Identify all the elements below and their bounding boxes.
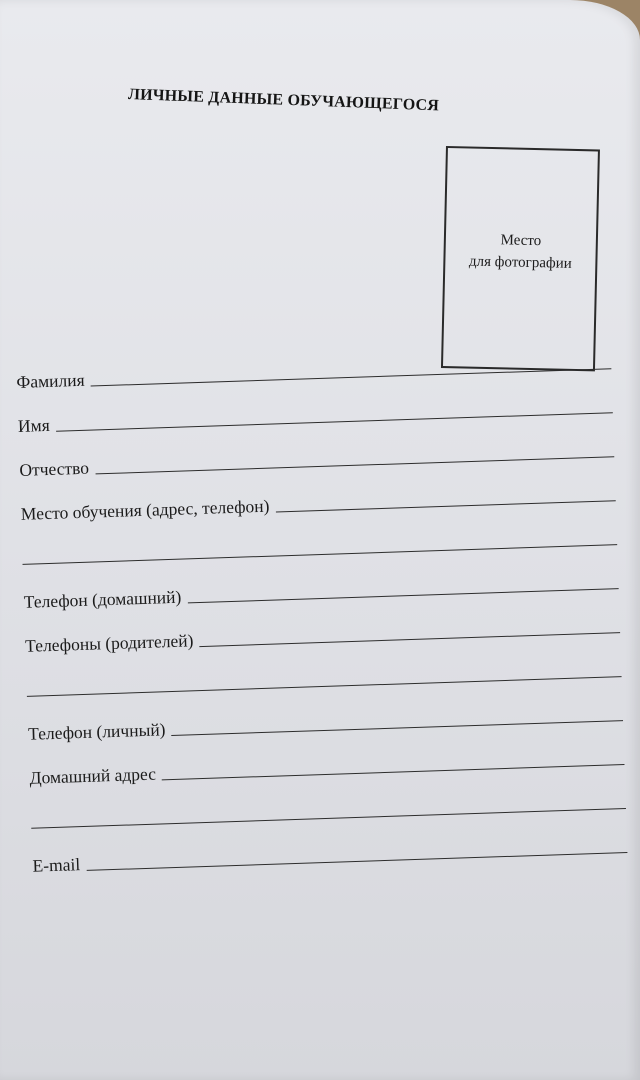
- field-label: Телефон (домашний): [23, 586, 182, 612]
- photo-placeholder-text: [445, 228, 596, 275]
- field-surname: [16, 348, 611, 392]
- field-label: Имя: [17, 414, 51, 436]
- field-label: Домашний адрес: [29, 763, 157, 788]
- fill-line: [172, 720, 623, 736]
- field-parents-phones: [25, 612, 620, 656]
- field-first-name: [17, 392, 612, 436]
- form-title: ЛИЧНЫЕ ДАННЫЕ ОБУЧАЮЩЕГОСЯ: [127, 86, 440, 115]
- field-label: Фамилия: [16, 369, 85, 392]
- fill-line: [187, 588, 618, 603]
- photo-placeholder-box: [441, 146, 600, 371]
- field-place-of-study-continued: [22, 524, 617, 568]
- fill-line: [56, 412, 613, 431]
- field-label: Телефон (личный): [27, 719, 166, 744]
- field-patronymic: [19, 436, 614, 480]
- field-email: [32, 832, 627, 876]
- photo-label-line2: для фотографии: [468, 253, 572, 272]
- field-label: Место обучения (адрес, телефон): [20, 495, 270, 524]
- field-parents-phones-continued: [26, 656, 621, 700]
- field-personal-phone: [28, 700, 623, 744]
- fill-line: [162, 764, 624, 780]
- field-label: Отчество: [19, 457, 90, 480]
- field-home-address: [29, 744, 624, 788]
- fill-line: [22, 544, 617, 565]
- fill-line: [86, 852, 627, 871]
- fill-line: [200, 632, 621, 647]
- photo-label-line1: Место: [500, 232, 542, 250]
- field-place-of-study: [20, 480, 615, 524]
- fill-line: [91, 368, 612, 386]
- fill-line: [27, 676, 622, 697]
- fill-line: [95, 456, 614, 474]
- field-home-phone: [23, 568, 618, 612]
- field-label: E-mail: [32, 854, 81, 876]
- field-label: Телефоны (родителей): [24, 630, 194, 656]
- fill-line: [276, 500, 616, 512]
- form-fields: [16, 348, 628, 887]
- fill-line: [31, 808, 626, 829]
- field-home-address-continued: [31, 788, 626, 832]
